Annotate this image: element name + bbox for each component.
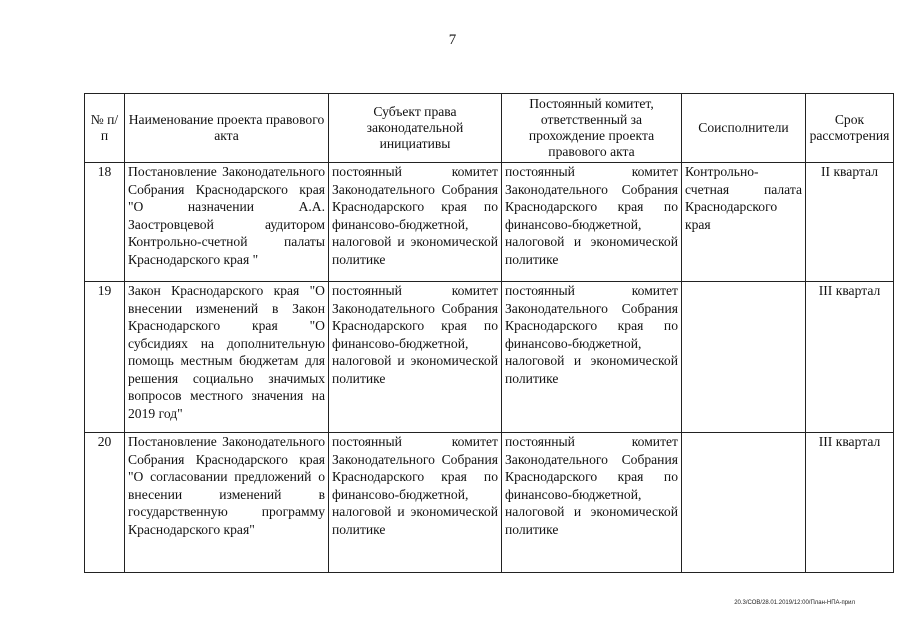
row-coexecutors (682, 282, 806, 433)
row-term: III квартал (806, 433, 894, 573)
header-number: № п/п (85, 94, 125, 163)
header-act-name: Наименование проекта правового акта (125, 94, 329, 163)
row-act-name: Постановление Законодательного Собрания Краснодарского края "О назначении А.А. Заостровцевой аудитором Контрольно-счетной палаты Краснодарского края " (125, 163, 329, 282)
row-responsible-committee: постоянный комитет Законодательного Собрания Краснодарского края по финансово-бюджетной, налоговой и экономической политике (502, 282, 682, 433)
table-row (85, 163, 894, 282)
document-code: 20.3/СОВ/28.01.2019/12:00/План-НПА-прил (734, 600, 855, 606)
page-number: 7 (448, 32, 457, 48)
table-row (85, 433, 894, 573)
row-initiative-subject: постоянный комитет Законодательного Собрания Краснодарского края по финансово-бюджетной, налоговой и экономической политике (329, 163, 502, 282)
row-responsible-committee: постоянный комитет Законодательного Собрания Краснодарского края по финансово-бюджетной, налоговой и экономической политике (502, 163, 682, 282)
legislative-plan-table (84, 93, 894, 573)
table-row (85, 282, 894, 433)
row-responsible-committee: постоянный комитет Законодательного Собрания Краснодарского края по финансово-бюджетной, налоговой и экономической политике (502, 433, 682, 573)
header-term: Срок рассмотрения (806, 94, 894, 163)
row-number: 20 (85, 433, 125, 573)
row-number: 19 (85, 282, 125, 433)
row-act-name: Постановление Законодательного Собрания Краснодарского края "О согласовании предложений о внесении изменений в государственную программу Краснодарского края" (125, 433, 329, 573)
row-initiative-subject: постоянный комитет Законодательного Собрания Краснодарского края по финансово-бюджетной, налоговой и экономической политике (329, 282, 502, 433)
row-coexecutors (682, 433, 806, 573)
row-initiative-subject: постоянный комитет Законодательного Собрания Краснодарского края по финансово-бюджетной, налоговой и экономической политике (329, 433, 502, 573)
row-term: II квартал (806, 163, 894, 282)
row-coexecutors: Контрольно-счетная палата Краснодарского края (682, 163, 806, 282)
table-header-row (85, 94, 894, 163)
header-initiative-subject: Субъект права законодательной инициативы (329, 94, 502, 163)
header-responsible-committee: Постоянный комитет, ответственный за прохождение проекта правового акта (502, 94, 682, 163)
row-number: 18 (85, 163, 125, 282)
row-term: III квартал (806, 282, 894, 433)
row-act-name: Закон Краснодарского края "О внесении изменений в Закон Краснодарского края "О субсидиях на дополнительную помощь местным бюджетам для решения социально значимых вопросов местного значения на 2019 год" (125, 282, 329, 433)
header-coexecutors: Соисполнители (682, 94, 806, 163)
